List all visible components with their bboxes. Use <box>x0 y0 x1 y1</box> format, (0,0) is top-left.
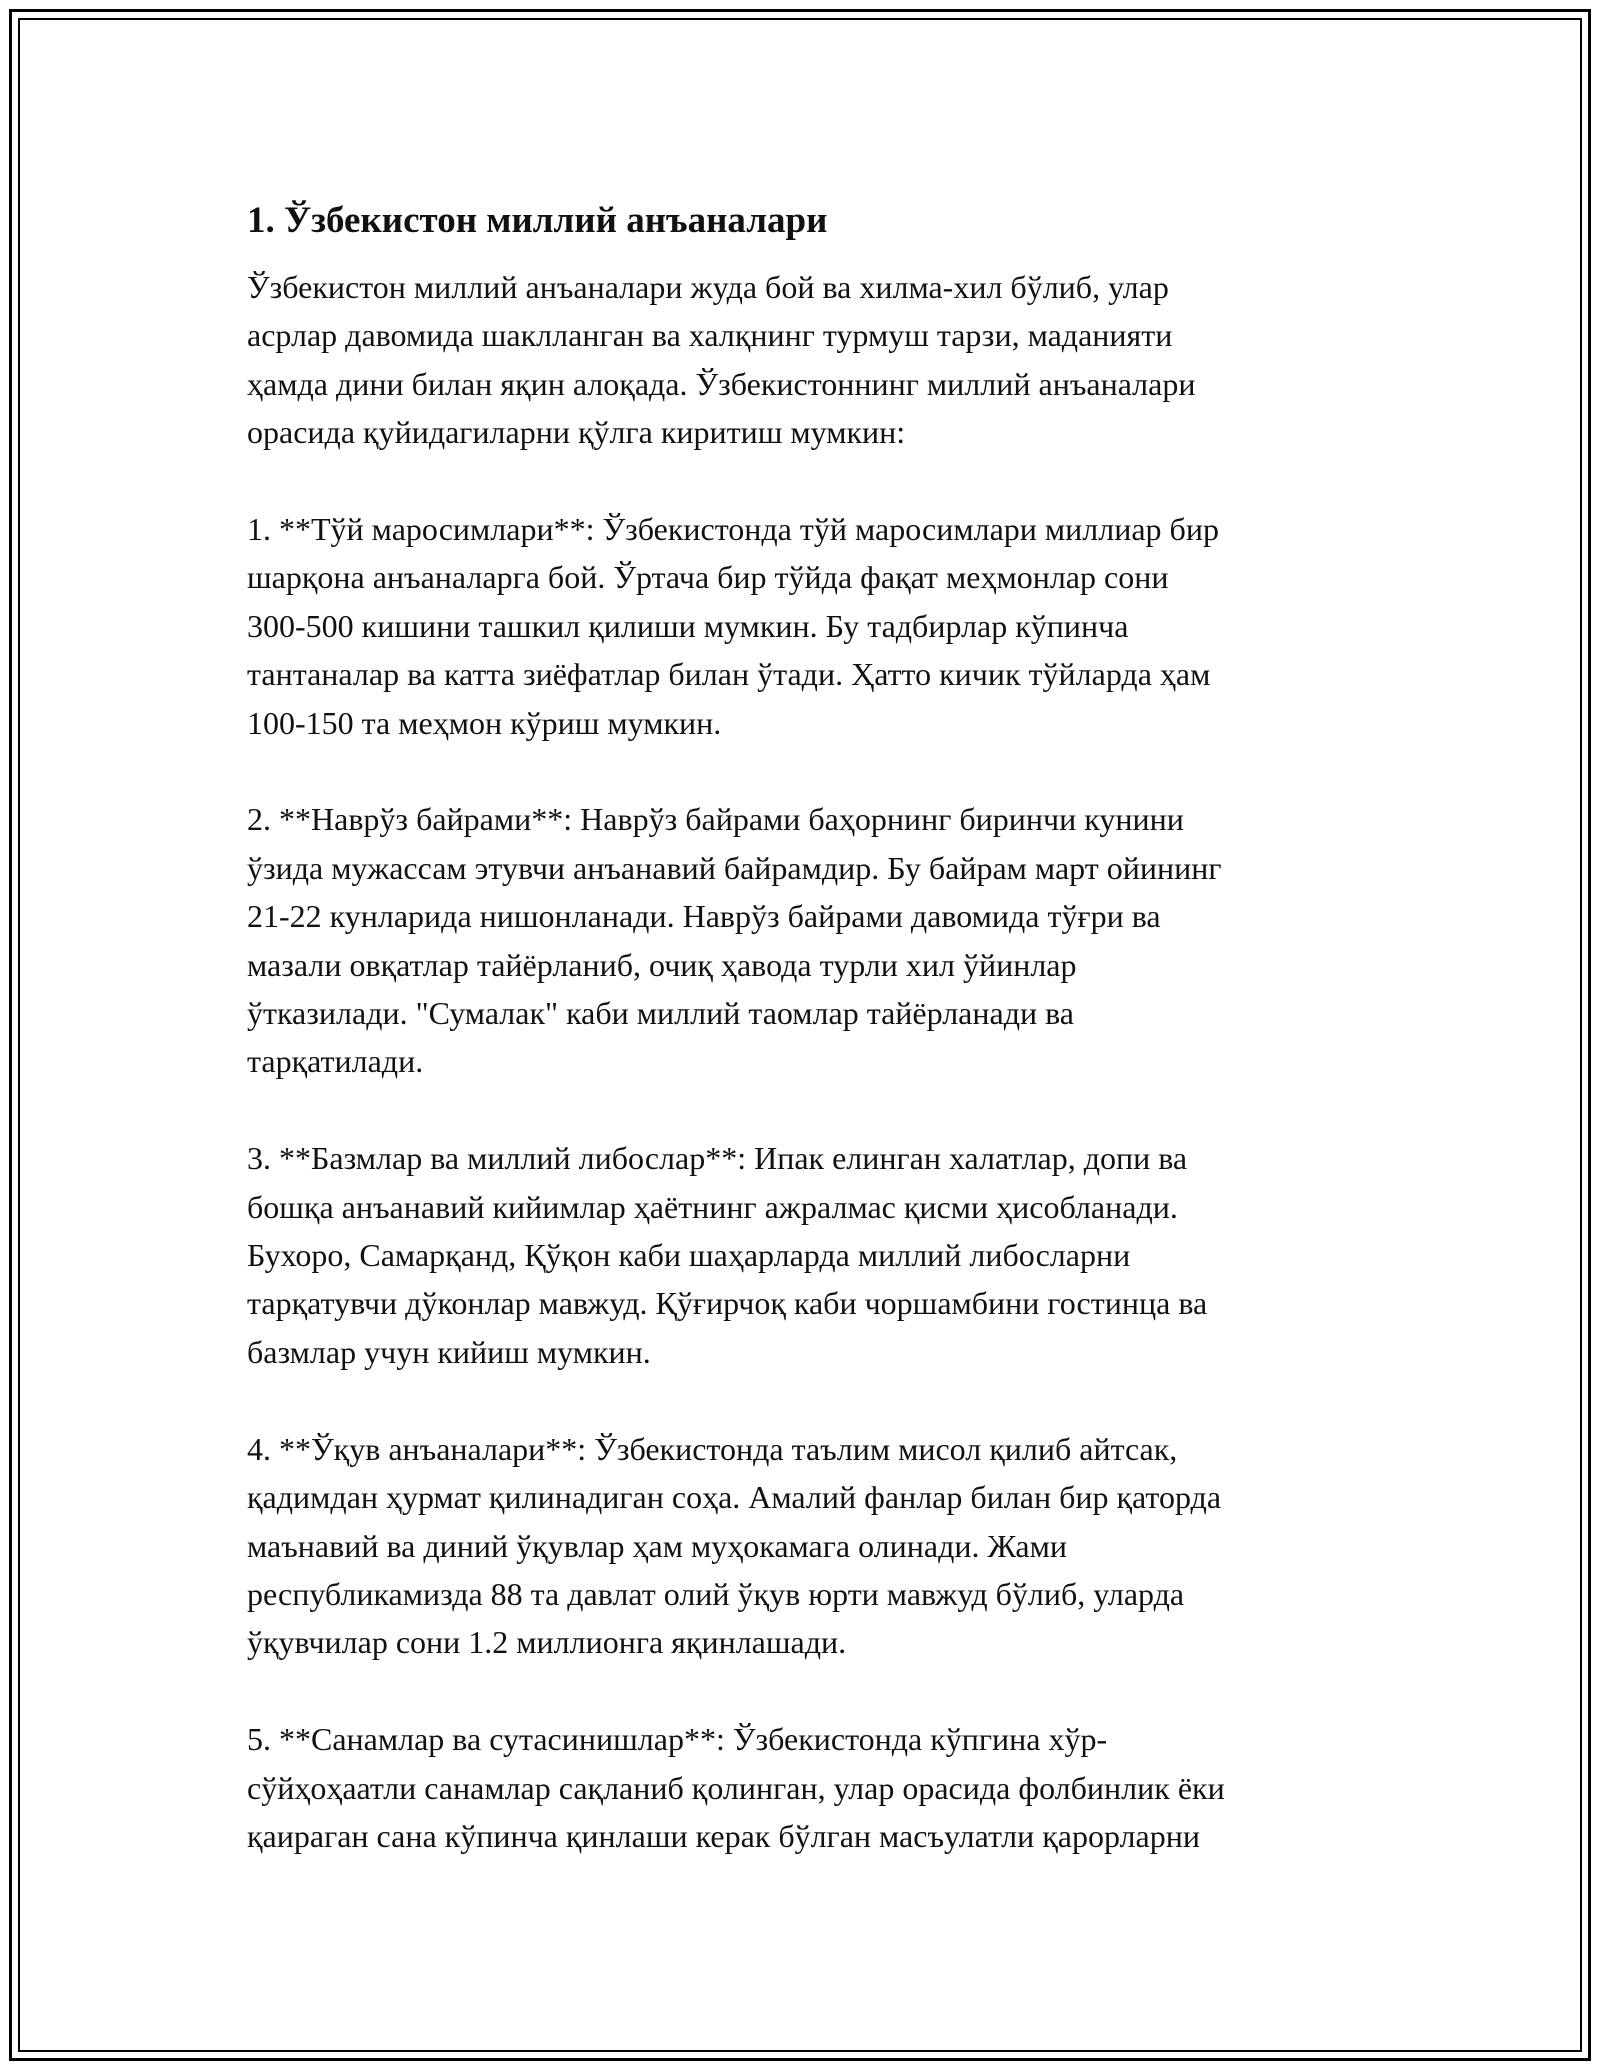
text-line: қаираган сана кўпинча қинлаши керак бўлган масъулатли қарорларни <box>247 1817 1200 1854</box>
education-paragraph <box>247 1425 1387 1667</box>
text-line: 1. **Тўй маросимлари**: Ўзбекистонда тўй маросимлари миллиар бир <box>247 511 1219 548</box>
navruz-paragraph <box>247 795 1387 1085</box>
text-line: шарқона анъаналарга бой. Ўртача бир тўйда фақат меҳмонлар сони <box>247 559 1169 596</box>
text-line: 100-150 та меҳмон кўриш мумкин. <box>247 704 722 741</box>
paragraph-spacer <box>247 747 1387 795</box>
text-line: ўқувчилар сони 1.2 миллионга яқинлашади. <box>247 1624 847 1661</box>
paragraph-spacer <box>247 1667 1387 1715</box>
text-line: 5. **Санамлар ва сутасинишлар**: Ўзбекистонда кўпгина хўр- <box>247 1721 1108 1758</box>
text-line: ўзида мужассам этувчи анъанавий байрамдир. Бу байрам март ойининг <box>247 849 1222 886</box>
text-line: тарқатилади. <box>247 1043 424 1080</box>
intro-paragraph <box>247 263 1387 457</box>
text-line: Ўзбекистон миллий анъаналари жуда бой ва хилма-хил бўлиб, улар <box>247 269 1169 305</box>
text-line: сўйҳоҳаатли санамлар сақланиб қолинган, улар орасида фолбинлик ёки <box>247 1769 1225 1806</box>
text-line: 3. **Базмлар ва миллий либослар**: Ипак елинган халатлар, допи ва <box>247 1140 1188 1177</box>
customs-paragraph <box>247 1715 1387 1860</box>
text-line: маънавий ва диний ўқувлар ҳам муҳокамага олинади. Жами <box>247 1527 1067 1564</box>
text-line: мазали овқатлар тайёрланиб, очиқ ҳавода турли хил ўйинлар <box>247 946 1077 983</box>
text-line: базмлар учун кийиш мумкин. <box>247 1333 651 1370</box>
document-body <box>247 197 1387 1860</box>
text-line: қадимдан ҳурмат қилинадиган соҳа. Амалий фанлар билан бир қаторда <box>247 1479 1222 1516</box>
document-title: 1. Ўзбекистон миллий анъаналари <box>247 200 828 241</box>
text-line: 4. **Ўқув анъаналари**: Ўзбекистонда таълим мисол қилиб айтсак, <box>247 1430 1178 1467</box>
text-line: 21-22 кунларида нишонланади. Наврўз байрами давомида тўғри ва <box>247 898 1161 935</box>
text-line: орасида қуйидагиларни қўлга киритиш мумкин: <box>247 414 906 451</box>
paragraph-spacer <box>247 457 1387 505</box>
text-line: асрлар давомида шаклланган ва халқнинг турмуш тарзи, маданияти <box>247 317 1173 354</box>
paragraph-spacer <box>247 1086 1387 1134</box>
text-line: тарқатувчи дўконлар мавжуд. Қўғирчоқ каби чоршамбини гостинца ва <box>247 1285 1208 1322</box>
text-line: 2. **Наврўз байрами**: Наврўз байрами баҳорнинг биринчи кунини <box>247 801 1184 838</box>
paragraph-spacer <box>247 1376 1387 1424</box>
text-line: 300-500 кишини ташкил қилиши мумкин. Бу тадбирлар кўпинча <box>247 607 1129 644</box>
text-line: Бухоро, Самарқанд, Қўқон каби шаҳарларда миллий либосларни <box>247 1237 1131 1274</box>
page-border <box>9 9 1591 2061</box>
text-line: республикамизда 88 та давлат олий ўқув юрти мавжуд бўлиб, уларда <box>247 1575 1185 1612</box>
wedding-paragraph <box>247 505 1387 747</box>
text-line: ҳамда дини билан яқин алоқада. Ўзбекистоннинг миллий анъаналари <box>247 365 1196 402</box>
text-line: тантаналар ва катта зиёфатлар билан ўтади. Ҳатто кичик тўйларда ҳам <box>247 656 1211 693</box>
text-line: бошқа анъанавий кийимлар ҳаётнинг ажралмас қисми ҳисобланади. <box>247 1188 1178 1225</box>
text-line: ўтказилади. "Сумалак" каби миллий таомлар тайёрланади ва <box>247 995 1074 1032</box>
clothing-paragraph <box>247 1134 1387 1376</box>
